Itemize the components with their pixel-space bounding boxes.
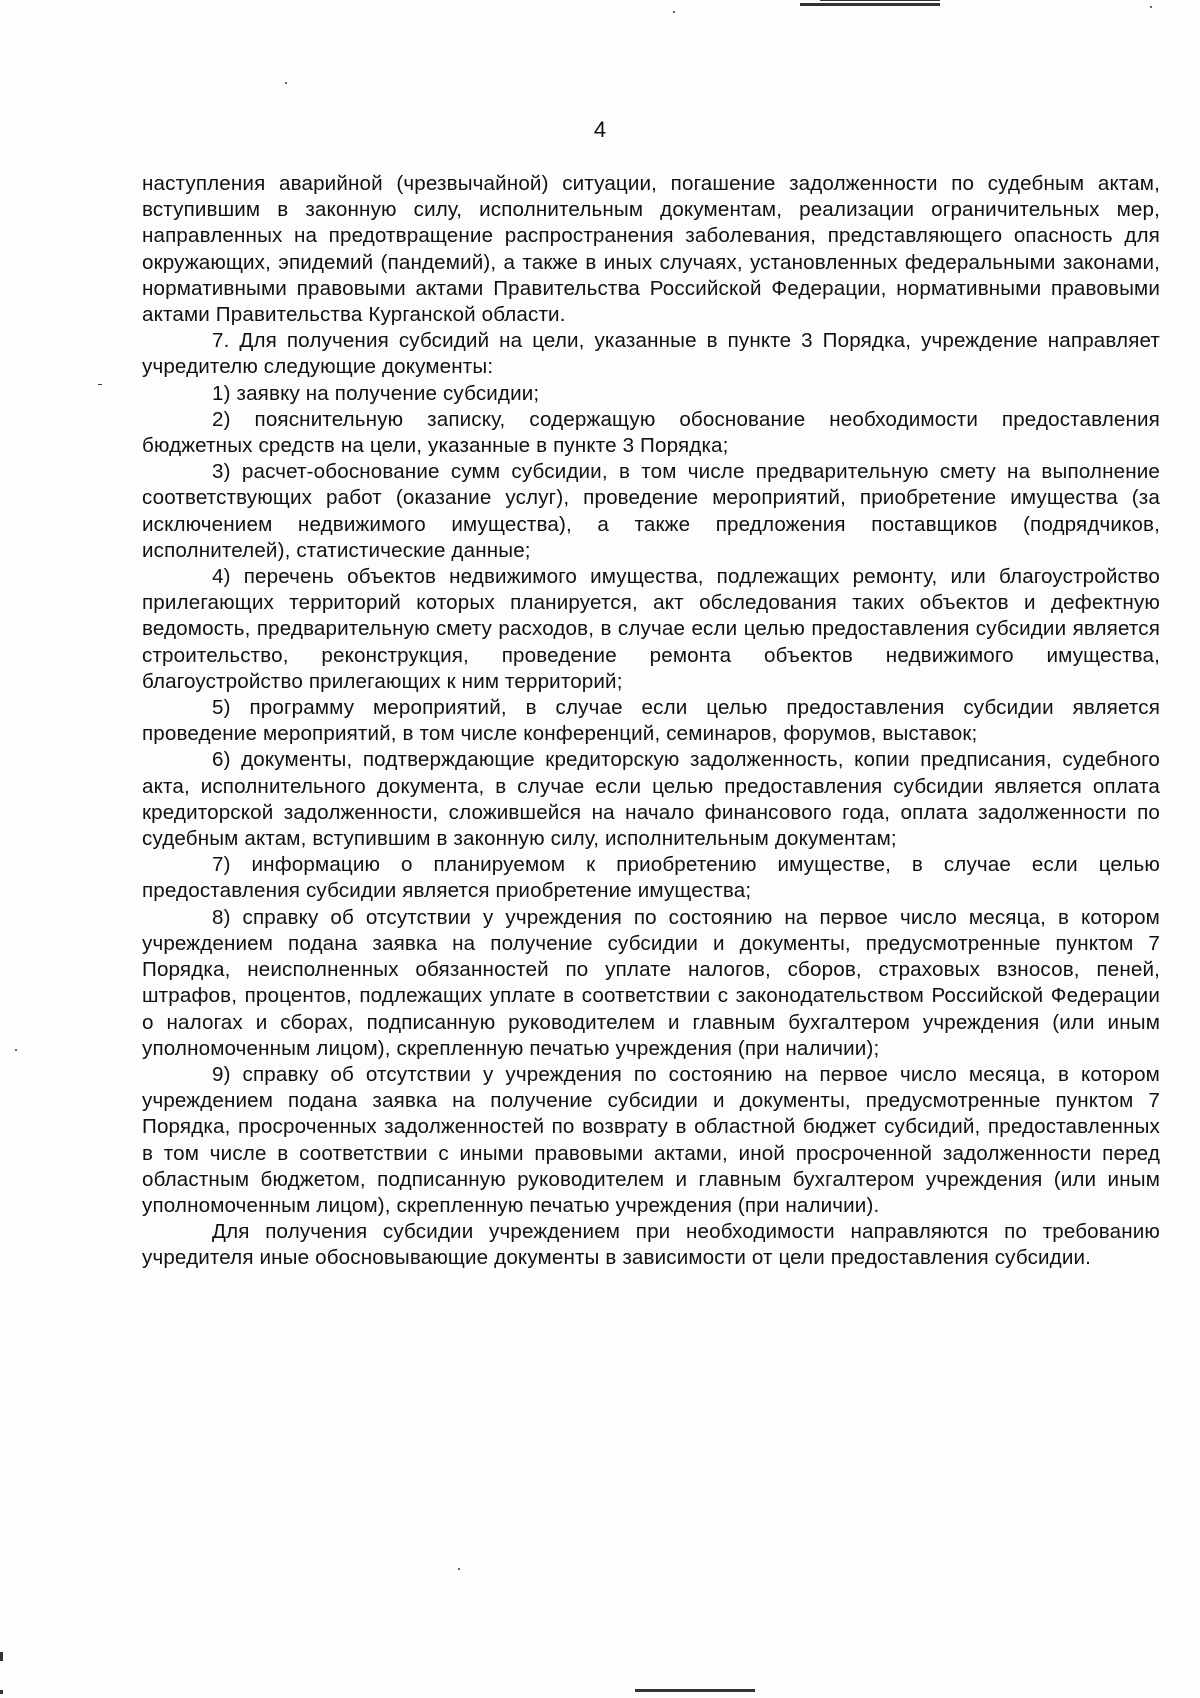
scan-artifact-line — [635, 1689, 755, 1692]
scan-artifact-dot — [15, 1049, 17, 1051]
paragraph-closing: Для получения субсидии учреждением при необходимости направляются по требованию учредителя иные обосновывающие документы в зависимости от цели предоставления субсидии. — [142, 1220, 1160, 1270]
list-item-2: 2) пояснительную записку, содержащую обоснование необходимости предоставления бюджетных средств на цели, указанные в пункте 3 Порядка; — [142, 407, 1160, 458]
scan-artifact-line — [800, 3, 940, 6]
list-item-5: 5) программу мероприятий, в случае если целью предоставления субсидии является проведение мероприятий, в том числе конференций, семинаров, форумов, выставок; — [142, 696, 1160, 746]
scan-artifact-dot — [285, 82, 287, 84]
list-item-7: 7) информацию о планируемом к приобретению имуществе, в случае если целью предоставления субсидии является приобретение имущества; — [142, 853, 1160, 903]
scan-artifact-dot — [98, 384, 102, 385]
list-item-8: 8) справку об отсутствии у учреждения по состоянию на первое число месяца, в котором учреждением подана заявка на получение субсидии и документы, предусмотренные пунктом 7 Порядка, неисполненных обязанностей по уплате налогов, сборов, страховых взносов, пеней, штрафов, процентов, подлежащих уплате в соответствии с законодательством Российской Федерации о налогах и сборах, подписанную руководителем и главным бухгалтером учреждения (или иным уполномоченным лицом), скрепленную печатью учреждения (при наличии); — [142, 905, 1160, 1060]
list-item-1: 1) заявку на получение субсидии; — [212, 381, 540, 405]
scan-artifact-dot — [0, 1690, 3, 1694]
list-item-9: 9) справку об отсутствии у учреждения по состоянию на первое число месяца, в котором учреждением подана заявка на получение субсидии и документы, предусмотренные пунктом 7 Порядка, просроченных задолженностей по возврату в областной бюджет субсидий, предоставленных в том числе в соответствии с иными правовыми актами, иной просроченной задолженности перед областным бюджетом, подписанную руководителем и главным бухгалтером учреждения (или иным уполномоченным лицом), скрепленную печатью учреждения (при наличии). — [142, 1062, 1160, 1217]
list-item-3: 3) расчет-обоснование сумм субсидии, в том числе предварительную смету на выполнение соответствующих работ (оказание услуг), проведение мероприятий, приобретение имущества (за исключением недвижимого имущества), а также предложения поставщиков (подрядчиков, исполнителей), статистические данные; — [142, 460, 1160, 562]
document-body — [142, 171, 1160, 1272]
scan-artifact-dot — [673, 11, 675, 13]
list-item-4: 4) перечень объектов недвижимого имущества, подлежащих ремонту, или благоустройство прилегающих территорий которых планируется, акт обследования таких объектов и дефектную ведомость, предварительную смету расходов, в случае если целью предоставления субсидии является строительство, реконструкция, проведение ремонта объектов недвижимого имущества, благоустройство прилегающих к ним территорий; — [142, 565, 1160, 693]
page-number: 4 — [593, 117, 607, 142]
scan-artifact-dot — [1150, 6, 1152, 8]
list-item-6: 6) документы, подтверждающие кредиторскую задолженность, копии предписания, судебного акта, исполнительного документа, в случае если целью предоставления субсидии является оплата кредиторской задолженности, сложившейся на начало финансового года, оплата задолженности по судебным актам, вступившим в законную силу, исполнительным документам; — [142, 748, 1160, 851]
paragraph-continuation: наступления аварийной (чрезвычайной) ситуации, погашение задолженности по судебным актам, вступившим в законную силу, исполнительным документам, реализации ограничительных мер, направленных на предотвращение распространения заболевания, представляющего опасность для окружающих, эпидемий (пандемий), а также в иных случаях, установленных федеральными законами, нормативными правовыми актами Правительства Российской Федерации, нормативными правовыми актами Правительства Курганской области. — [142, 172, 1160, 327]
paragraph-item-7: 7. Для получения субсидий на цели, указанные в пункте 3 Порядка, учреждение направляет учредителю следующие документы: — [142, 329, 1160, 379]
scan-artifact-dot — [458, 1568, 460, 1570]
scan-artifact-line — [820, 0, 940, 1]
scan-artifact-dot — [0, 1652, 3, 1661]
